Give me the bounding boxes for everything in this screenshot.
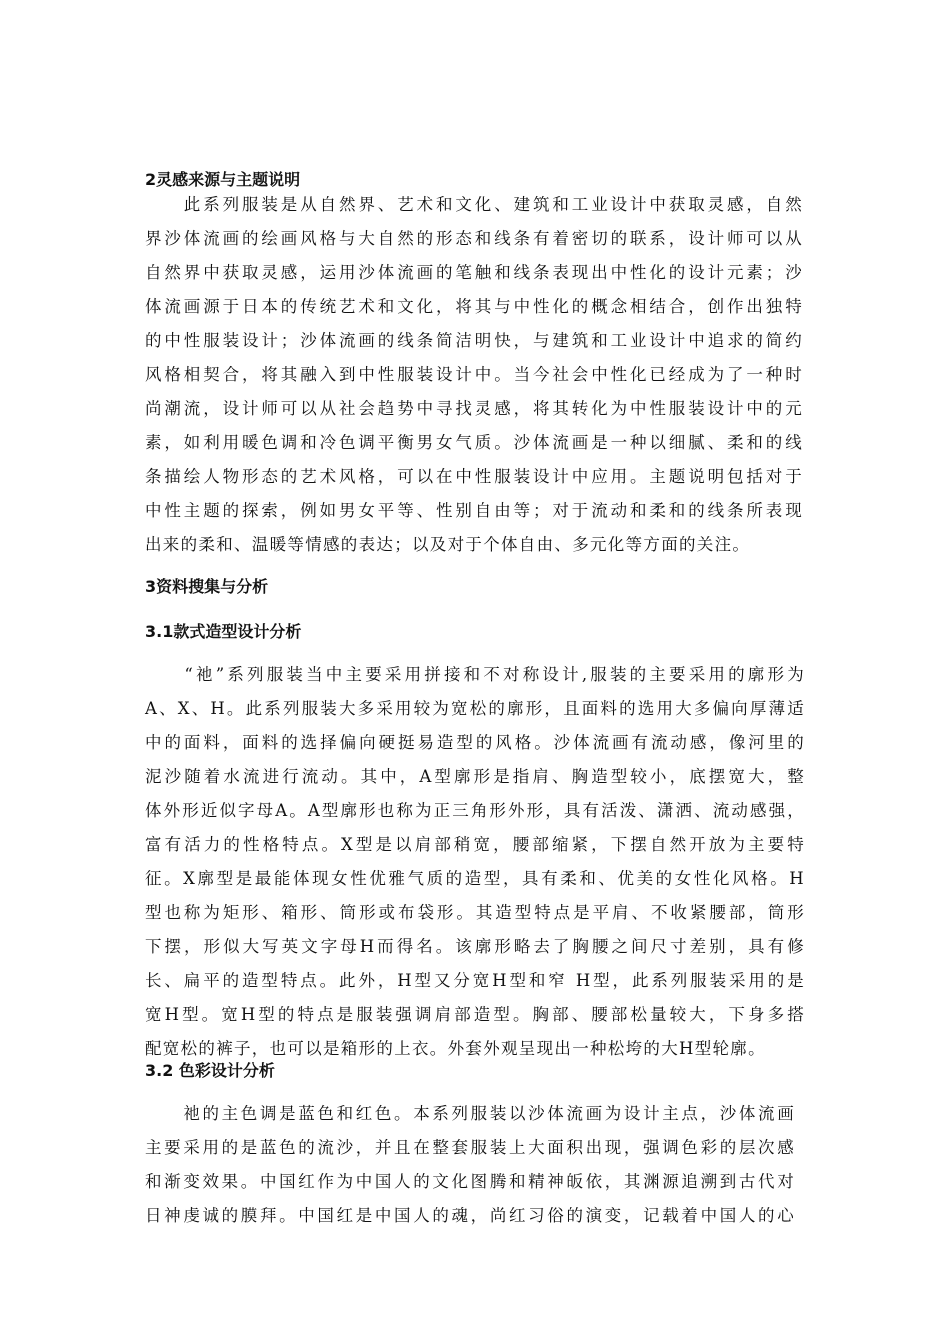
paragraph-line: 配宽松的裤子，也可以是箱形的上衣。外套外观呈现出一种松垮的大H型轮廓。 xyxy=(145,1039,766,1058)
paragraph-line: 日神虔诚的膜拜。中国红是中国人的魂，尚红习俗的演变，记载着中国人的心 xyxy=(145,1206,795,1225)
paragraph-line: 素，如利用暖色调和冷色调平衡男女气质。沙体流画是一种以细腻、柔和的线 xyxy=(145,433,803,452)
section-3-2-paragraph xyxy=(145,1097,795,1233)
section-2-heading: 2灵感来源与主题说明 xyxy=(145,170,301,189)
paragraph-line: 下摆，形似大写英文字母H而得名。该廓形略去了胸腰之间尺寸差别，具有修 xyxy=(145,937,805,956)
paragraph-line: 中的面料，面料的选择偏向硬挺易造型的风格。沙体流画有流动感，像河里的 xyxy=(145,733,805,752)
paragraph-line: 型也称为矩形、箱形、筒形或布袋形。其造型特点是平肩、不收紧腰部，筒形 xyxy=(145,903,805,922)
paragraph-line: 宽H型。宽H型的特点是服装强调肩部造型。胸部、腰部松量较大，下身多搭 xyxy=(145,1005,805,1024)
paragraph-line: 尚潮流，设计师可以从社会趋势中寻找灵感，将其转化为中性服装设计中的元 xyxy=(145,399,803,418)
paragraph-line: 自然界中获取灵感，运用沙体流画的笔触和线条表现出中性化的设计元素；沙 xyxy=(145,263,803,282)
section-3-1-heading: 3.1款式造型设计分析 xyxy=(145,622,302,641)
paragraph-line: 主要采用的是蓝色的流沙，并且在整套服装上大面积出现，强调色彩的层次感 xyxy=(145,1138,795,1157)
paragraph-line: 中性主题的探索，例如男女平等、性别自由等；对于流动和柔和的线条所表现 xyxy=(145,501,803,520)
paragraph-line: 界沙体流画的绘画风格与大自然的形态和线条有着密切的联系，设计师可以从 xyxy=(145,229,803,248)
paragraph-line: 条描绘人物形态的艺术风格，可以在中性服装设计中应用。主题说明包括对于 xyxy=(145,467,803,486)
paragraph-line: 体流画源于日本的传统艺术和文化，将其与中性化的概念相结合，创作出独特 xyxy=(145,297,803,316)
paragraph-line: A、X、H。此系列服装大多采用较为宽松的廓形，且面料的选用大多偏向厚薄适 xyxy=(145,699,805,718)
paragraph-line: 征。X廓型是最能体现女性优雅气质的造型，具有柔和、优美的女性化风格。H xyxy=(145,869,805,888)
paragraph-line: 体外形近似字母A。A型廓形也称为正三角形外形，具有活泼、潇洒、流动感强， xyxy=(145,801,805,820)
section-3-heading: 3资料搜集与分析 xyxy=(145,577,269,596)
paragraph-line: 泥沙随着水流进行流动。其中，A型廓形是指肩、胸造型较小，底摆宽大，整 xyxy=(145,767,805,786)
section-2-paragraph xyxy=(145,188,803,562)
paragraph-line: 的中性服装设计；沙体流画的线条简洁明快，与建筑和工业设计中追求的简约 xyxy=(145,331,803,350)
paragraph-line: 长、扁平的造型特点。此外，H型又分宽H型和窄 H型，此系列服装采用的是 xyxy=(145,971,805,990)
paragraph-line: 此系列服装是从自然界、艺术和文化、建筑和工业设计中获取灵感，自然 xyxy=(145,195,803,214)
paragraph-line: 和渐变效果。中国红作为中国人的文化图腾和精神皈依，其渊源追溯到古代对 xyxy=(145,1172,795,1191)
paragraph-line: 风格相契合，将其融入到中性服装设计中。当今社会中性化已经成为了一种时 xyxy=(145,365,803,384)
paragraph-line: 祂的主色调是蓝色和红色。本系列服装以沙体流画为设计主点，沙体流画 xyxy=(145,1104,795,1123)
paragraph-line: 出来的柔和、温暖等情感的表达；以及对于个体自由、多元化等方面的关注。 xyxy=(145,535,751,554)
paragraph-line: “祂”系列服装当中主要采用拼接和不对称设计,服装的主要采用的廓形为 xyxy=(145,665,805,684)
paragraph-line: 富有活力的性格特点。X型是以肩部稍宽，腰部缩紧，下摆自然开放为主要特 xyxy=(145,835,805,854)
section-3-2-heading: 3.2 色彩设计分析 xyxy=(145,1061,275,1080)
section-3-1-paragraph xyxy=(145,658,805,1066)
